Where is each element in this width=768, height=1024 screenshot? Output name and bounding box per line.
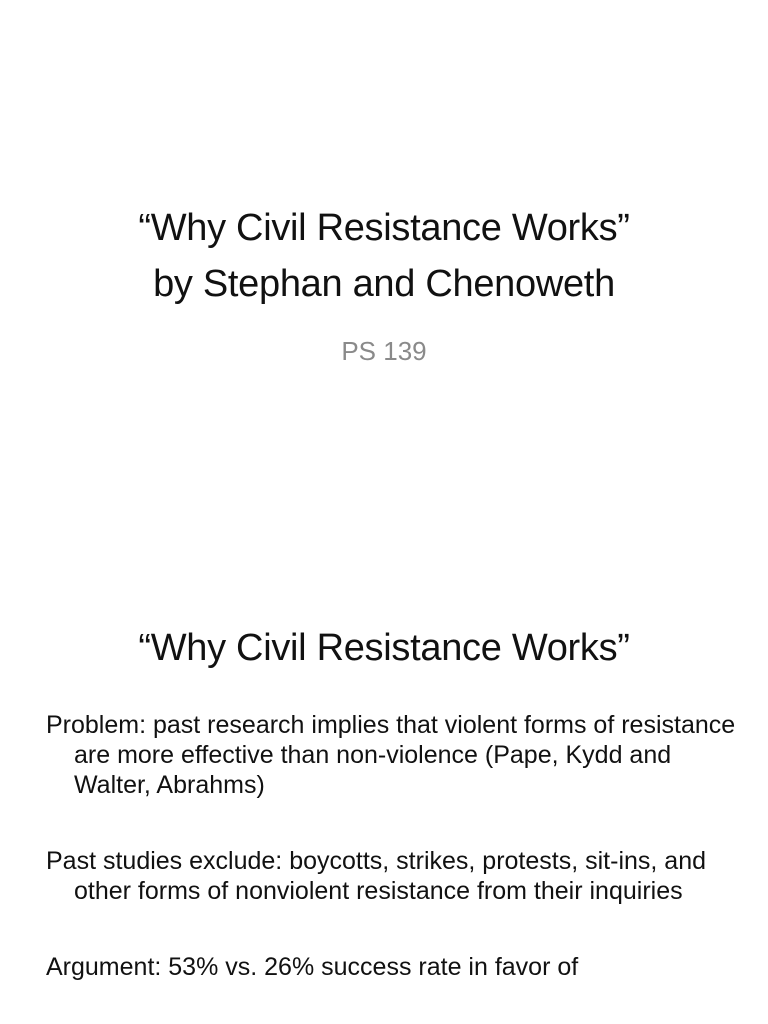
slide-title-line-1: “Why Civil Resistance Works” bbox=[138, 207, 630, 249]
content-slide-title: “Why Civil Resistance Works” bbox=[138, 627, 630, 669]
slide-title bbox=[0, 200, 768, 312]
bullet-list bbox=[46, 710, 736, 1024]
content-slide bbox=[0, 576, 768, 1024]
bullet-past-studies: Past studies exclude: boycotts, strikes, protests, sit-ins, and other forms of nonviolent resistance from their inquiries bbox=[46, 847, 707, 905]
slide-subtitle: PS 139 bbox=[341, 336, 427, 366]
slide-title-line-2: by Stephan and Chenoweth bbox=[153, 263, 615, 305]
bullet-argument: Argument: 53% vs. 26% success rate in favor of bbox=[46, 953, 579, 981]
bullet-problem: Problem: past research implies that violent forms of resistance are more effective than non-violence (Pape, Kydd and Walter, Abrahms) bbox=[46, 711, 736, 799]
